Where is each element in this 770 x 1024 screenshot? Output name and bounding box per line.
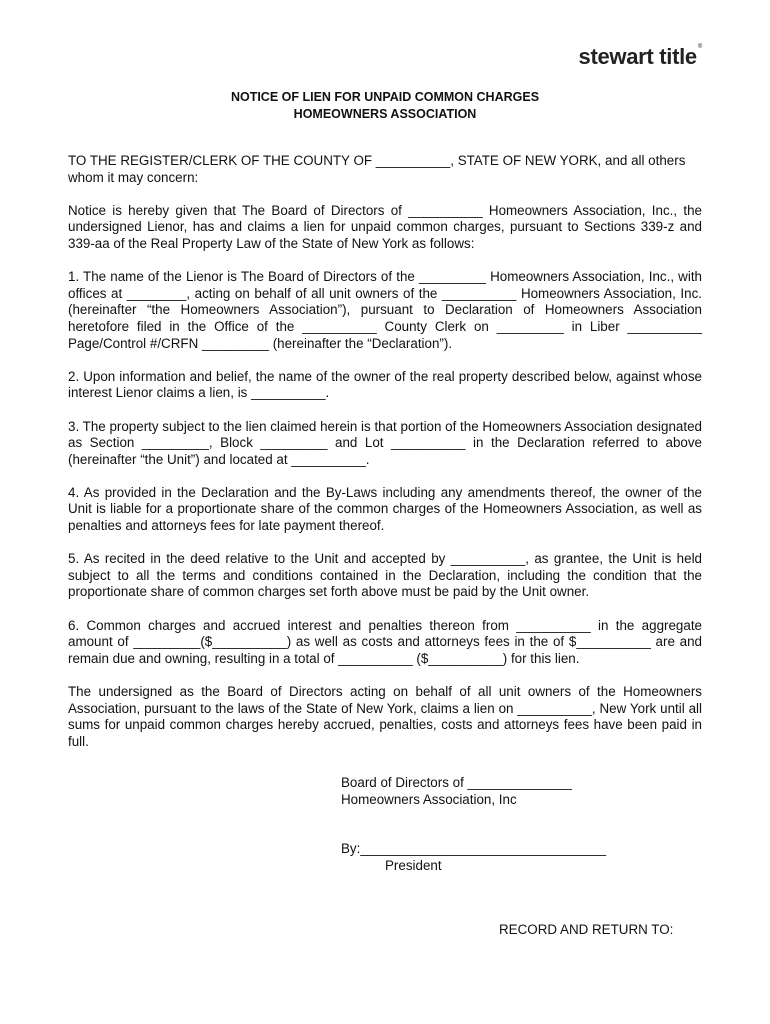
notice-paragraph: Notice is hereby given that The Board of Directors of __________ Homeowners Association, Inc., the undersigned Lienor, has and claims a lien for unpaid common charges, pursuant to Sections 339-z and 339-aa of the Real Property Law of the State of New York as follows: bbox=[68, 202, 702, 251]
title-line-1: NOTICE OF LIEN FOR UNPAID COMMON CHARGES bbox=[230, 90, 540, 104]
claim-paragraph: The undersigned as the Board of Directors acting on behalf of all unit owners of the Homeowners Association, pursuant to the laws of the State of New York, claims a lien on __________, New York until all sums for unpaid common charges hereby accrued, penalties, costs and attorneys fees have been paid in full. bbox=[68, 684, 702, 749]
document-title bbox=[0, 89, 770, 123]
clause-4-paragraph: 4. As provided in the Declaration and the By-Laws including any amendments thereof, the owner of the Unit is liable for a proportionate share of the common charges of the Homeowners Association, as well as penalties and attorneys fees for late payment thereof. bbox=[68, 484, 702, 534]
stewart-title-logo: stewart title® bbox=[578, 44, 702, 69]
salutation-paragraph: TO THE REGISTER/CLERK OF THE COUNTY OF __________, STATE OF NEW YORK, and all others whom it may concern: bbox=[68, 153, 686, 185]
board-name-line: Board of Directors of ______________ bbox=[341, 775, 572, 790]
signer-title: President bbox=[385, 857, 442, 873]
association-name-line: Homeowners Association, Inc bbox=[341, 791, 517, 807]
clause-5-paragraph: 5. As recited in the deed relative to the Unit and accepted by __________, as grantee, the Unit is held subject to all the terms and conditions contained in the Declaration, including the condition that the proportionate share of common charges set forth above must be paid by the Unit owner. bbox=[68, 551, 702, 600]
document-body bbox=[68, 153, 702, 767]
clause-2-paragraph: 2. Upon information and belief, the name of the owner of the real property described below, against whose interest Lienor claims a lien, is __________. bbox=[68, 368, 702, 401]
board-signature-block bbox=[341, 775, 572, 808]
president-signature-block bbox=[341, 841, 606, 874]
clause-1-paragraph: 1. The name of the Lienor is The Board of Directors of the _________ Homeowners Association, Inc., with offices at ________, acting on behalf of all unit owners of the __________ Homeowners Association, Inc. (hereinafter “the Homeowners Association”), pursuant to Declaration of Homeowners Association heretofore filed in the Office of the __________ County Clerk on _________ in Liber __________ Page/Control #/CRFN _________ (hereinafter the “Declaration”). bbox=[68, 269, 702, 351]
clause-6-paragraph: 6. Common charges and accrued interest and penalties thereon from __________ in the aggregate amount of _________($__________) as well as costs and attorneys fees in the of $__________ are and remain due and owning, resulting in a total of __________ ($__________) for this lien. bbox=[68, 617, 702, 666]
clause-3-paragraph: 3. The property subject to the lien claimed herein is that portion of the Homeowners Association designated as Section _________, Block _________ and Lot __________ in the Declaration referred to above (hereinafter “the Unit”) and located at __________. bbox=[68, 418, 702, 467]
title-line-2: HOMEOWNERS ASSOCIATION bbox=[293, 107, 477, 121]
record-and-return-label: RECORD AND RETURN TO: bbox=[499, 922, 674, 937]
signature-line: By:_________________________________ bbox=[341, 841, 607, 856]
